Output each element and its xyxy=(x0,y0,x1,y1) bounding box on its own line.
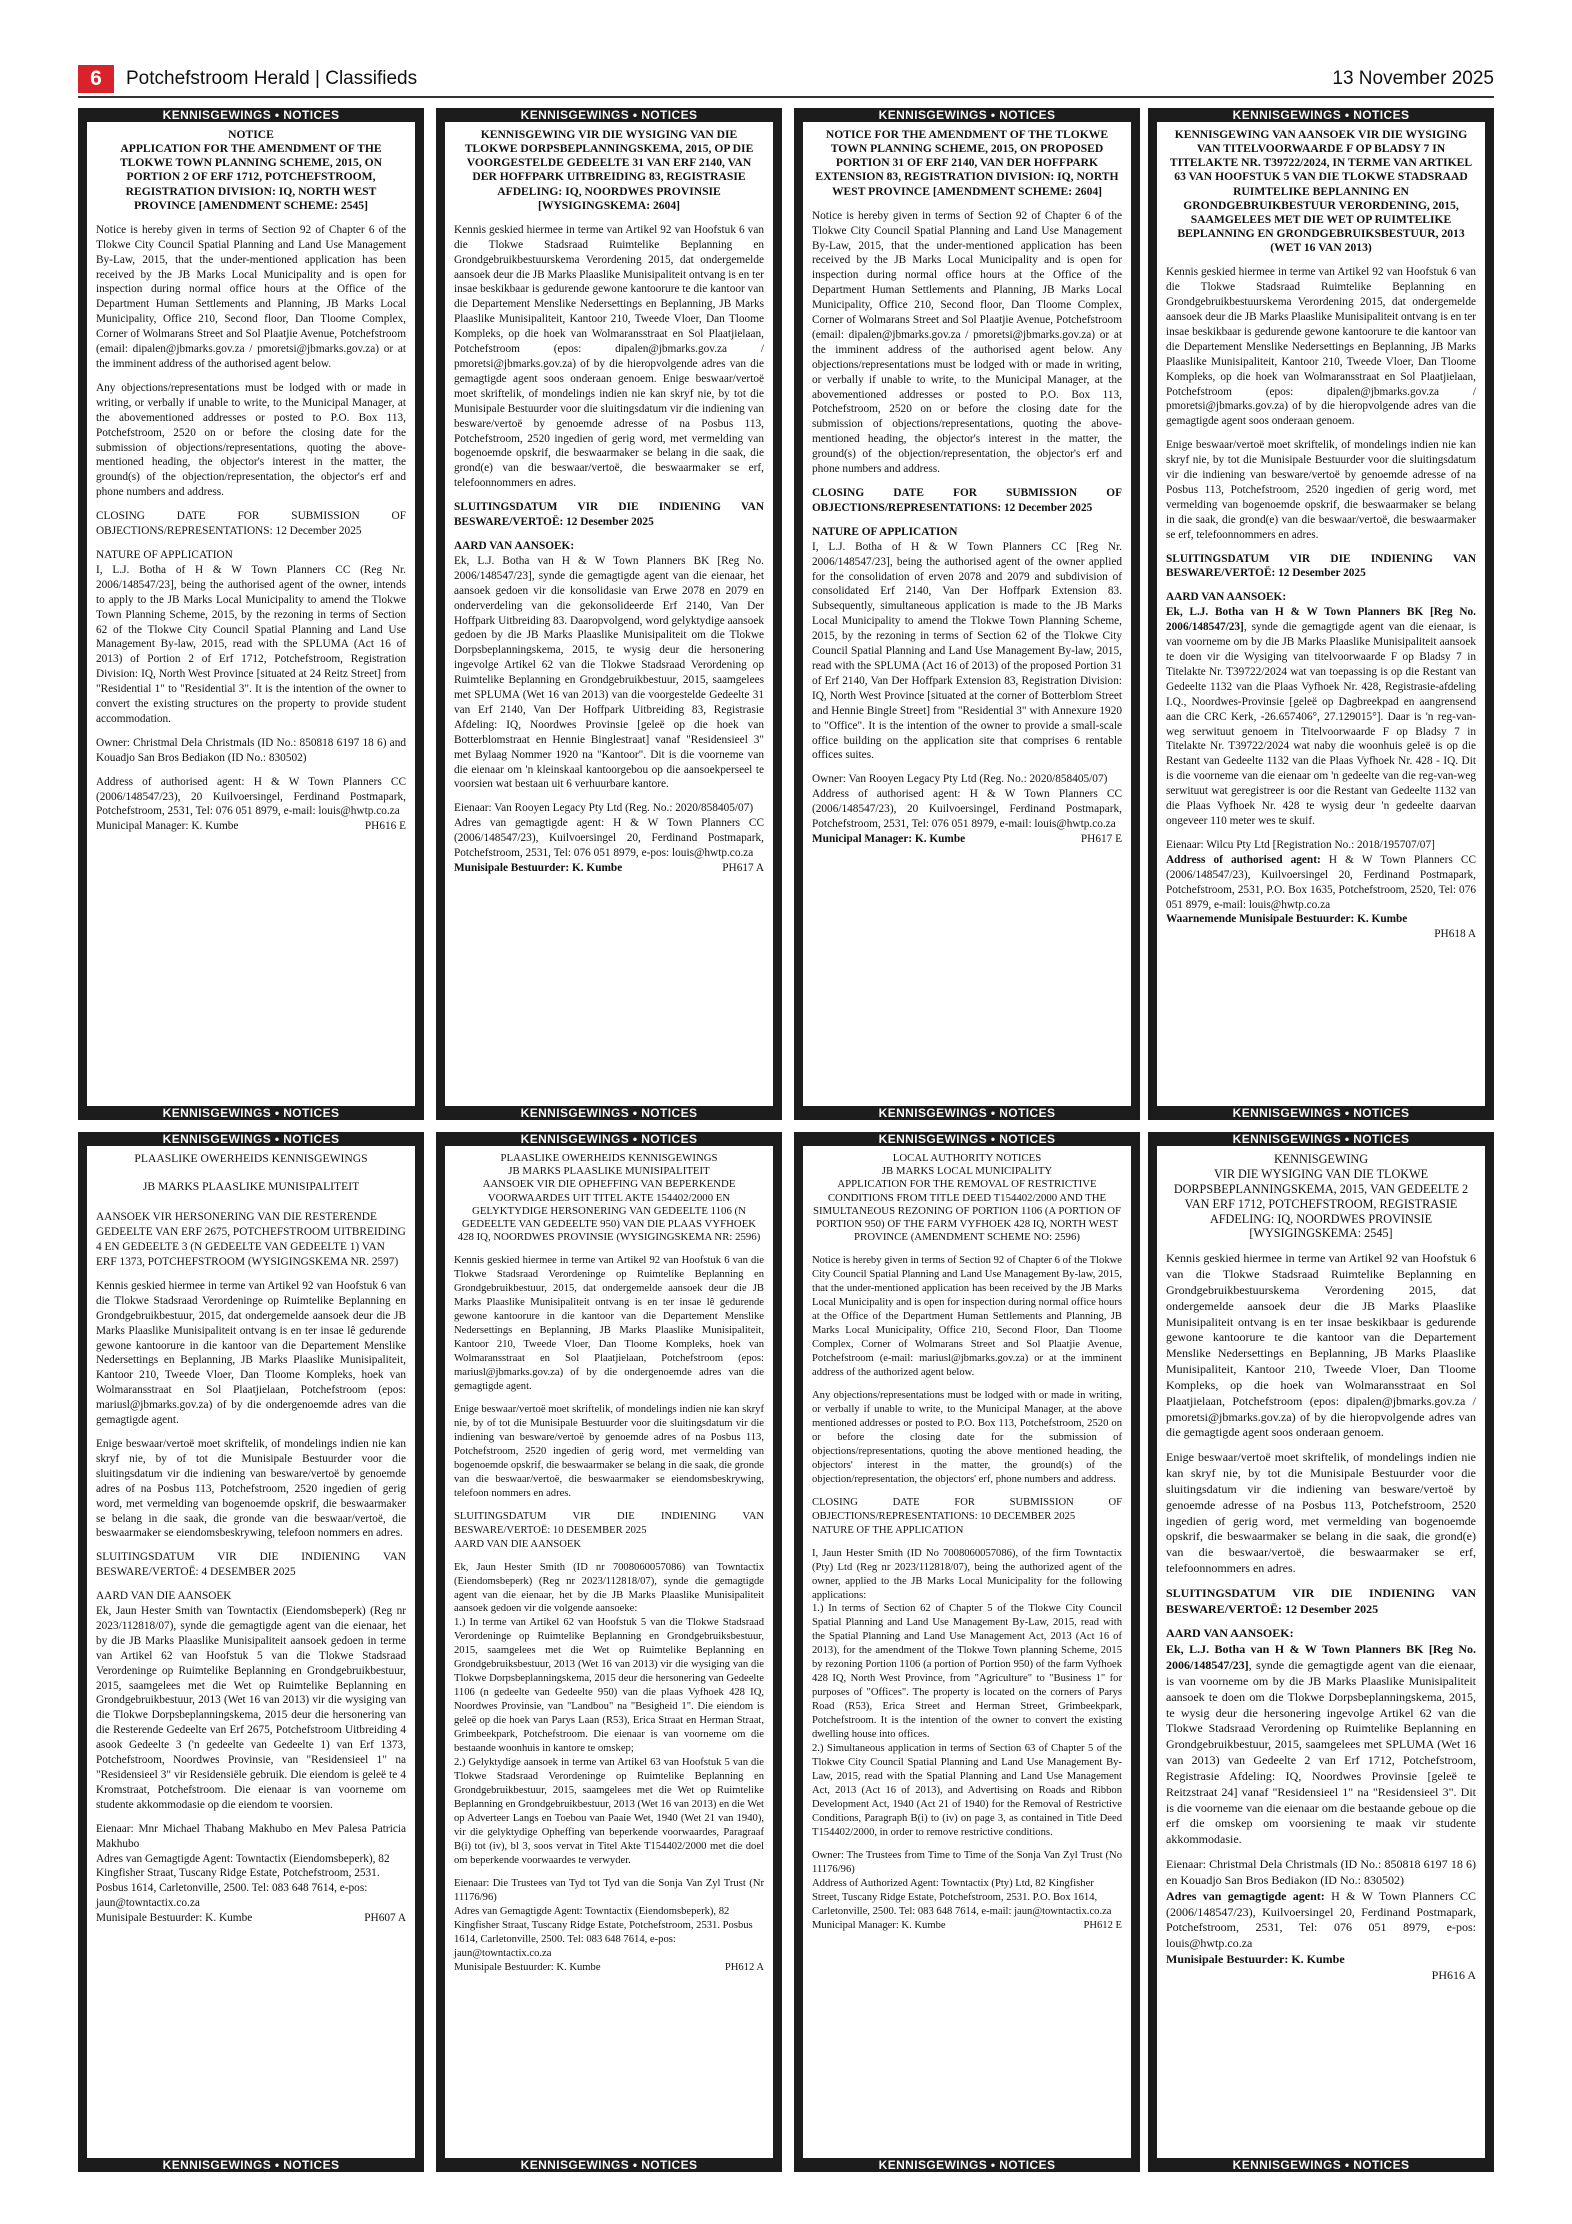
notice-footer xyxy=(96,1911,406,1926)
nature-title: NATURE OF APPLICATION xyxy=(96,548,233,561)
notice-banner: KENNISGEWINGS • NOTICES xyxy=(520,108,698,122)
agent-info xyxy=(1166,853,1476,913)
owner-info: Eienaar: Christmal Dela Christmals (ID No.: 850818 6197 18 6) en Kouadjo San Bros Bediakon (ID No.: 830502) xyxy=(1166,1857,1476,1887)
nature-text: , synde die gemagtigde agent van die eienaar, is van voorneme om by die JB Marks Plaaslike Munisipaliteit aansoek te doen om die Tlokwe Dorpsbeplanningskema, 2015, te wysig deur die hersonering ingevolge Artikel 62 van die Tlokwe Stadsraad Verordening op Ruimtelike Beplanning en Grondgebruikbestuur, 2015, saamgelees met SPLUMA (Wet 16 van 2013) van Gedeelte 2 van Erf 1712, Potchefstroom, Registrasie Afdeling: IQ, Noordwes Provinsie [geleë te Reitzstraat 24] vanaf "Residensieel 1" na "Residensieel 3". Dit is die voorneme van die eienaar om die bestaande geboue op die erf die omskep om voorsiening te maak vir studente akkommodasie. xyxy=(1166,1658,1476,1847)
notice-banner: KENNISGEWINGS • NOTICES xyxy=(1232,1132,1410,1146)
agent-info: Address of authorised agent: H & W Town Planners CC (2006/148547/23), 20 Kuilvoersingel, Ferdinand Postmapark, Potchefstroom, 2531, Tel: 076 051 8979, e-mail: louis@hwtp.co.za xyxy=(812,788,1122,831)
nature-title: NATURE OF THE APPLICATION xyxy=(812,1524,964,1536)
notice-heading: LOCAL AUTHORITY NOTICES JB MARKS LOCAL MUNICIPALITY APPLICATION FOR THE REMOVAL OF RESTRICTIVE CONDITIONS FROM TITLE DEED T154402/2000 AND THE SIMULTANEOUS REZONING OF PORTION 1106 (A PORTION OF PORTION 950) OF THE FARM VYFHOEK 428 IQ, NORTH WEST PROVINCE (AMENDMENT SCHEME NO: 2596) xyxy=(812,1152,1122,1244)
notice-heading: KENNISGEWING VIR DIE WYSIGING VAN DIE TLOKWE DORPSBEPLANNINGSKEMA, 2015, OP DIE VOORGESTELDE GEDEELTE 31 VAN ERF 2140, VAN DER HOFFPARK UITBREIDING 83, REGISTRASIE AFDELING: IQ, NOORDWES PROVINSIE [WYSIGINGSKEMA: 2604] xyxy=(464,128,754,212)
notice-3 xyxy=(794,108,1140,1120)
agent-label: Adres van gemagtigde agent: xyxy=(1166,1888,1325,1903)
page-number: 6 xyxy=(78,65,114,93)
notice-banner: KENNISGEWINGS • NOTICES xyxy=(878,108,1056,122)
owner-info: Eienaar: Wilcu Pty Ltd [Registration No.: 2018/195707/07] xyxy=(1166,838,1435,851)
notice-paragraph: Kennis geskied hiermee in terme van Artikel 92 van Hoofstuk 6 van die Tlokwe Stadsraad Verordeninge op Ruimtelike Beplanning en Grondgebruikbestuur, 2015, dat ondergemelde aansoek deur die JB Marks Plaaslike Munisipaliteit ontvang is en ter insae lê gedurende gewone kantoorure in die kantoor van die Departement Menslike Nedersettings en Beplanning, JB Marks Plaaslike Munisipaliteit, Kantoor 210, Tweede Vloer, Dan Tloome Kompleks, hoek van Wolmaransstraat en Sol Plaatjielaan, Potchefstroom (epos: mariusl@jbmarks.gov.za) of by die ondergenoemde adres van die gemagtigde agent. xyxy=(96,1279,406,1427)
owner-info: Owner: Van Rooyen Legacy Pty Ltd (Reg. No.: 2020/858405/07) xyxy=(812,773,1108,786)
nature-title: AARD VAN DIE AANSOEK xyxy=(96,1590,232,1603)
manager: Waarnemende Munisipale Bestuurder: K. Kumbe xyxy=(1166,913,1408,926)
notice-paragraph: Any objections/representations must be lodged with or made in writing, or verbally if unable to write, to the Municipal Manager, at the abovementioned addresses or posted to P.O. Box 113, Potchefstroom, 2520 on or before the closing date for the submission of objections/representations, quoting the above-mentioned heading, the objector's interest in the matter, the ground(s) of the objection/representation, the objector's erf and phone numbers and address. xyxy=(96,381,406,499)
owner-info: Eienaar: Die Trustees van Tyd tot Tyd van die Sonja Van Zyl Trust (Nr 11176/96) xyxy=(454,1877,764,1903)
nature-title: AARD VAN AANSOEK: xyxy=(1166,1626,1294,1641)
nature-title: AARD VAN AANSOEK: xyxy=(1166,591,1287,604)
notice-banner: KENNISGEWINGS • NOTICES xyxy=(520,1132,698,1146)
notice-footer xyxy=(454,1961,764,1975)
notice-paragraph: Notice is hereby given in terms of Section 92 of Chapter 6 of the Tlokwe City Council Spatial Planning and Land Use Management By-Law, 2015, that the under-mentioned application has been received by the JB Marks Local Municipality and is open for inspection during normal office hours at the Office of the Department Human Settlements and Planning, JB Marks Local Municipality, Office 210, Second floor, Dan Tloome Complex, Corner of Wolmarans Street and Sol Plaatjie Avenue, Potchefstroom (email: dipalen@jbmarks.gov.za / pmoretsi@jbmarks.gov.za) or at the imminent address of the authorised agent below. xyxy=(96,223,406,370)
closing-date: SLUITINGSDATUM VIR DIE INDIENING VAN BESWARE/VERTOË: 12 Desember 2025 xyxy=(454,501,764,529)
issue-date: 13 November 2025 xyxy=(1332,68,1494,89)
reference: PH617 A xyxy=(722,862,764,874)
notice-paragraph: Enige beswaar/vertoë moet skriftelik, of mondelings indien nie kan skryf nie, by tot die Munisipale Bestuurder voor die sluitingsdatum vir die indiening van besware/vertoë by genoemde adresse of na Posbus 113, Potchefstroom, 2520 ingedien of gerig word, met vermelding van bogenoemde opskrif, die beswaarmaker se belang in die saak, die grond(e) van die beswaar/vertoë, die beswaarmaker se erf, telefoonnommers en adres. xyxy=(1166,439,1476,541)
closing-date: SLUITINGSDATUM VIR DIE INDIENING VAN BESWARE/VERTOË: 12 Desember 2025 xyxy=(1166,552,1476,580)
agent-info: Adres van gemagtigde agent: H & W Town Planners CC (2006/148547/23), Kuilvoersingel 20, Ferdinand Postmapark, Potchefstroom, 2531, Tel: 076 051 8979, e-pos: louis@hwtp.co.za xyxy=(454,817,764,860)
notice-paragraph: Enige beswaar/vertoë moet skriftelik, of mondelings indien nie kan skryf nie, by of tot die Munisipale Bestuurder voor die sluitingsdatum vir die indiening van besware/vertoë by genoemde adres of na Posbus 113, Potchefstroom, 2520 ingedien of gerig word, met vermelding van bogenoemde opskrif, die beswaarmaker se belang in die saak, die gronde van die beswaar/vertoë, die beswaarmaker se eiendomsbeskrywing, telefoon nommers en adres. xyxy=(454,1403,764,1499)
manager: Municipal Manager: K. Kumbe xyxy=(812,1919,946,1931)
notice-paragraph: Ek, L.J. Botha van H & W Town Planners BK [Reg No. 2006/148547/23], synde die gemagtigde agent van die eienaar, het aansoek gedoen vir die konsolidasie van Erwe 2078 en 2079 en onderverdeling van die gekonsolideerde Erf 2140, Van Der Hoffpark Uitbreiding 83. Daaropvolgend, word gelyktydige aansoek gedoen by die JB Marks Plaaslike Munisipaliteit om die Tlokwe Dorpsbeplanningskema, 2015, te wysig deur die hersonering ingevolge Artikel 62 van die Tlokwe Stadsraad Verordening op Ruimtelike Beplanning en Grondgebruikbestuur, 2015, saamgelees met SPLUMA (Wet 16 van 2013) van die voorgestelde Gedeelte 31 van Erf 2140, Van Der Hoffpark Uitbreiding 83, Registrasie Afdeling: IQ, Noordwes Provinsie [geleë op die hoek van Botterblomstraat en Hennie Binglestraat] vanaf "Residensieel 3" met Bylaag Nommer 1920 na "Kantoor". Dit is die voorneme van die eienaar om 'n kleinskaal kantoorgebou op die aansoekperseel te voorsien wat bestaan uit 6 verhuurbare kantore. xyxy=(454,554,764,791)
notice-banner: KENNISGEWINGS • NOTICES xyxy=(162,1132,340,1146)
notice-5 xyxy=(78,1132,424,2172)
notice-banner: KENNISGEWINGS • NOTICES xyxy=(162,108,340,122)
notice-paragraph: Kennis geskied hiermee in terme van Artikel 92 van Hoofstuk 6 van die Tlokwe Stadsraad Ruimtelike Beplanning en Grondgebruikbestuurskema Verordening 2015, dat ondergemelde aansoek deur die JB Marks Plaaslike Munisipaliteit ontvang is en ter insae beskikbaar is gedurende gewone kantoorure te die kantoor van die Departement Menslike Nedersettings en Beplanning, JB Marks Plaaslike Munisipaliteit, Kantoor 210, Tweede Vloer, Dan Tloome Kompleks, op die hoek van Wolmaransstraat en Sol Plaatjielaan, Potchefstroom (epos: dipalen@jbmarks.gov.za / pmoretsi@jbmarks.gov.za) of by die hieropvolgende adres van die gemagtigde agent soos onderaan genoem. xyxy=(1166,1251,1476,1440)
notice-footer xyxy=(812,1919,1122,1933)
agent-address: H & W Town Planners CC (2006/148547/23), Kuilvoersingel 20, Ferdinand Postmapark, Potchefstroom, 2531, Tel: 076 051 8979, e-pos: louis@hwtp.co.za xyxy=(1166,1888,1477,1951)
notice-paragraph: Kennis geskied hiermee in terme van Artikel 92 van Hoofstuk 6 van die Tlokwe Stadsraad Ruimtelike Beplanning en Grondgebruikbestuurskema Verordening 2015, dat ondergemelde aansoek deur die JB Marks Plaaslike Munisipaliteit ontvang is en ter insae beskikbaar is gedurende gewone kantoorure te die kantoor van die Departement Menslike Nedersettings en Beplanning, JB Marks Plaaslike Munisipaliteit, Kantoor 210, Tweede Vloer, Dan Tloome Kompleks, op die hoek van Wolmaransstraat en Sol Plaatjielaan, Potchefstroom (epos: dipalen@jbmarks.gov.za / pmoretsi@jbmarks.gov.za) of by die hieropvolgende adres van die gemagtigde agent soos onderaan genoem. Enige beswaar/vertoë moet skriftelik, of mondelings indien nie kan skryf nie, by tot die Munisipale Bestuurder voor die sluitingsdatum vir die indiening van besware/vertoë by genoemde adresse of na Posbus 113, Potchefstroom, 2520 ingedien of gerig word, met vermelding van bogenoemde opskrif, die beswaarmaker se belang in die saak, die grond(e) van die beswaar/vertoë, die beswaarmaker se erf, telefoonnommers en adres. xyxy=(454,223,764,490)
reference: PH616 A xyxy=(1431,1967,1476,1982)
manager: Municipal Manager: K. Kumbe xyxy=(812,832,966,845)
manager: Municipal Manager: K. Kumbe xyxy=(96,820,239,833)
closing-date: CLOSING DATE FOR SUBMISSION OF OBJECTIONS/REPRESENTATIONS: 12 December 2025 xyxy=(96,510,406,538)
agent-name: Ek, L.J. Botha van H & W Town Planners BK [Reg No. 2006/148547/23] xyxy=(1166,1642,1476,1673)
notice-heading: PLAASLIKE OWERHEIDS KENNISGEWINGS xyxy=(134,1152,368,1165)
notice-1 xyxy=(78,108,424,1120)
notice-heading: NOTICE FOR THE AMENDMENT OF THE TLOKWE TOWN PLANNING SCHEME, 2015, ON PROPOSED PORTION 31 OF ERF 2140, VAN DER HOFFPARK EXTENSION 83, REGISTRATION DIVISION: IQ, NORTH WEST PROVINCE [AMENDMENT SCHEME: 2604] xyxy=(815,128,1119,198)
notice-paragraph: Ek, Jaun Hester Smith van Towntactix (Eiendomsbeperk) (Reg nr 2023/112818/07), synde die gemagtigde agent van die eienaar, het by die JB Marks Plaaslike Munisipaliteit aansoek gedoen in terme van Artikel 62 van Hoofstuk 5 van die Tlokwe Stadsraad Verordeninge op Ruimtelike Beplanning en Grondgebruikbestuur, 2015, saamgelees met die Wet op Ruimtelike Beplanning en Grondgebruikbestuur, 2013 (Wet 16 van 2013) vir die wysiging van die Tlokwe Dorpsbeplanningskema, 2015 deur die hersonering van die Resterende Gedeelte van Erf 2675, Potchefstroom Uitbreiding 4 asook Gedeelte 3 ('n gedeelte van Gedeelte 1) van Erf 1373, Potchefstroom, Noordwes Provinsie, van "Residensieel 1" na "Residensieel 3" vir Residensiële gebruik. Die eiendom is geleë te 4 Kromstraat, Potchefstroom. Die eienaar is van voorneme om studente akkommodasie op die eiendom te voorsien. xyxy=(96,1605,406,1811)
manager-line xyxy=(1166,1952,1476,1968)
notice-heading: KENNISGEWING VIR DIE WYSIGING VAN DIE TLOKWE DORPSBEPLANNINGSKEMA, 2015, VAN GEDEELTE 2 VAN ERF 1712, POTCHEFSTROOM, REGISTRASIE AFDELING: IQ, NOORDWES PROVINSIE [WYSIGINGSKEMA: 2545] xyxy=(1173,1152,1469,1241)
reference: PH618 A xyxy=(1434,928,1476,941)
reference: PH612 E xyxy=(1083,1919,1122,1931)
notice-paragraph: Kennis geskied hiermee in terme van Artikel 92 van Hoofstuk 6 van die Tlokwe Stadsraad Verordeninge op Ruimtelike Beplanning en Grondgebruikbestuur, 2015, dat ondergemelde aansoek deur die JB Marks Plaaslike Munisipaliteit ontvang is en ter insae lê gedurende gewone kantoorure in die kantoor van die Departement Menslike Nedersettings en Beplanning, JB Marks Plaaslike Munisipaliteit, Kantoor 210, Tweede Vloer, Dan Tloome Kompleks, hoek van Wolmaransstraat en Sol Plaatjielaan, Potchefstroom (epos: mariusl@jbmarks.gov.za) of by die ondergenoemde adres van die gemagtigde agent. xyxy=(454,1255,764,1392)
notice-heading: PLAASLIKE OWERHEIDS KENNISGEWINGS JB MARKS PLAASLIKE MUNISIPALITEIT AANSOEK VIR DIE OPHEFFING VAN BEPERKENDE VOORWAARDES UIT TITEL AKTE 154402/2000 EN GELYKTYDIGE HERSONERING VAN GEDEELTE 1106 (N GEDEELTE VAN GEDEELTE 950) VAN DIE PLAAS VYFHOEK 428 IQ, NOORDWES PROVINSIE (WYSIGINGSKEMA NR: 2596) xyxy=(457,1152,761,1244)
header-rule xyxy=(78,96,1494,98)
notice-paragraph: Enige beswaar/vertoë moet skriftelik, of mondelings indien nie kan skryf nie, by of tot die Munisipale Bestuurder voor die sluitingsdatum vir die indiening van besware/vertoë by genoemde adres of na Posbus 113, Potchefstroom, 2520 ingedien of gerig word, met vermelding van bogenoemde opskrif, die beswaarmaker se belang in die saak, die gronde van die beswaar/vertoë, die beswaarmaker se eiendomsbeskrywing, telefoon nommers en adres. xyxy=(96,1437,406,1540)
closing-date: SLUITINGSDATUM VIR DIE INDIENING VAN BESWARE/VERTOË: 10 DESEMBER 2025 xyxy=(454,1510,764,1536)
closing-date: CLOSING DATE FOR SUBMISSION OF OBJECTIONS/REPRESENTATIONS: 10 DECEMBER 2025 xyxy=(812,1496,1122,1522)
agent-info: Address of authorised agent: H & W Town Planners CC (2006/148547/23), 20 Kuilvoersingel, Ferdinand Postmapark, Potchefstroom, 2531, Tel: 076 051 8979, e-mail: louis@hwtp.co.za xyxy=(96,775,406,818)
notice-banner: KENNISGEWINGS • NOTICES xyxy=(1232,1106,1410,1120)
notice-paragraph: I, L.J. Botha of H & W Town Planners CC [Reg Nr. 2006/148547/23], being the authorised agent of the owner applied for the consolidation of erven 2078 and 2079 and subdivision of consolidated Erf 2140, Van Der Hoffpark Extension 83. Subsequently, simultaneous application is made to the JB Marks Local Municipality to amend the Tlokwe Town Planning Scheme, 2015, by the rezoning in terms of Section 62 of the Tlokwe City Council Spatial Planning and Land Use Management By-law, 2015, read with the SPLUMA (Act 16 of 2013) of the proposed Portion 31 of Erf 2140, Van Der Hoffpark Extension 83, Registration Division: IQ, North West Province [situated at the corner of Botterblom Street and Hennie Bingle Street] from "Residential 3" with Annexure 1920 to "Office". It is the intention of the owner to provide a small-scale office building on the application site that comprises 6 rentable offices suites. xyxy=(812,540,1122,762)
owner-info: Eienaar: Van Rooyen Legacy Pty Ltd (Reg. No.: 2020/858405/07) xyxy=(454,802,754,815)
notice-paragraph: I, L.J. Botha of H & W Town Planners CC (Reg Nr. 2006/148547/23], being the authorised agent of the owner, intends to apply to the JB Marks Local Municipality to amend the Tlokwe Town Planning Scheme, 2015, by the rezoning in terms of Section 62 of the Tlokwe City Council Spatial Planning and Land Use Management By-law, 2015, read with the SPLUMA (Act 16 of 2013) of Portion 2 of Erf 1712, Potchefstroom, Registration Division: IQ, North West Province [situated at 24 Reitz Street] from "Residential 1" to "Residential 3". It is the intention of the owner to convert the existing structures on the property to provide student accommodation. xyxy=(96,563,406,725)
application-heading: AANSOEK VIR HERSONERING VAN DIE RESTERENDE GEDEELTE VAN ERF 2675, POTCHEFSTROOM UITBREIDING 4 EN GEDEELTE 3 (N GEDEELTE VAN GEDEELTE 1) VAN ERF 1373, POTCHEFSTROOM (WYSIGINGSKEMA NR. 2597) xyxy=(96,1211,406,1268)
notice-heading: NOTICE APPLICATION FOR THE AMENDMENT OF THE TLOKWE TOWN PLANNING SCHEME, 2015, ON PORTION 2 OF ERF 1712, POTCHEFSTROOM, REGISTRATION DIVISION: IQ, NORTH WEST PROVINCE [AMENDMENT SCHEME: 2545] xyxy=(119,128,383,212)
manager: Munisipale Bestuurder: K. Kumbe xyxy=(96,1912,253,1925)
nature-title: AARD VAN DIE AANSOEK xyxy=(454,1538,582,1550)
manager: Munisipale Bestuurder: K. Kumbe xyxy=(454,862,623,874)
notice-banner: KENNISGEWINGS • NOTICES xyxy=(878,1132,1056,1146)
nature-text: , synde die gemagtigde agent van die eienaar, is van voorneme om by die JB Marks Plaaslike Munisipaliteit aansoek te doen vir die Wysiging van titelvoorwaarde F op Bladsy 7 in Titelakte Nr. T39722/2024 wat van toepassing is op die Restant van Gedeelte 1132 van die Plaas Vyfhoek Nr. 428, Registrasie-afdeling I.Q., Noordwes-Provinsie [geleë op Dagbreekpad en aangrensend aan die CRC Kerk, -26.657406°, 27.129015°]. Daar is 'n reg-van-weg serwituut genoem in Titelvoorwaarde F op Bladsy 7 in Titelakte Nr. T39722/2024 wat naby die woonhuis geleë is op die Restant van Gedeelte 1132 van die Plaas Vyfhoek Nr. 428 - IQ. Dit is die voorneme van die eienaar om 'n gedeelte van die reg-van-weg serwituut wat geregistreer is oor die Restant van Gedeelte 1132 van die Plaas Vyfhoek Nr. 428 te wysig deur 'n gedeelte daarvan ongeveer 110 meter wes te skuif. xyxy=(1166,621,1476,827)
notice-7 xyxy=(794,1132,1140,2172)
manager-line xyxy=(1166,912,1476,927)
notice-banner: KENNISGEWINGS • NOTICES xyxy=(520,2158,698,2172)
notice-footer xyxy=(96,819,406,834)
municipality-heading: JB MARKS PLAASLIKE MUNISIPALITEIT xyxy=(142,1180,360,1194)
manager: Munisipale Bestuurder: K. Kumbe xyxy=(454,1961,601,1973)
notice-paragraph: Enige beswaar/vertoë moet skriftelik, of mondelings indien nie kan skryf nie, by tot die Munisipale Bestuurder voor die sluitingsdatum vir die indiening van besware/vertoë by genoemde adresse of na Posbus 113, Potchefstroom, 2520 ingedien of gerig word, met vermelding van bogenoemde opskrif, die beswaarmaker se belang in die saak, die grond(e) van die beswaar/vertoë, die beswaarmaker se erf, telefoonnommers en adres. xyxy=(1166,1450,1476,1575)
owner-info: Owner: Christmal Dela Christmals (ID No.: 850818 6197 18 6) and Kouadjo San Bros Bediakon (ID No.: 830502) xyxy=(96,736,406,764)
reference: PH612 A xyxy=(724,1961,764,1973)
notice-2 xyxy=(436,108,782,1120)
reference: PH617 E xyxy=(1080,832,1122,845)
publication-title: Potchefstroom Herald | Classifieds xyxy=(126,68,418,89)
closing-date: SLUITINGSDATUM VIR DIE INDIENING VAN BESWARE/VERTOË: 12 Desember 2025 xyxy=(1166,1585,1476,1616)
nature-title: AARD VAN AANSOEK: xyxy=(454,539,575,552)
notice-banner: KENNISGEWINGS • NOTICES xyxy=(1232,108,1410,122)
notice-4 xyxy=(1148,108,1494,1120)
agent-address: H & W Town Planners CC (2006/148547/23), Kuilvoersingel 20, Ferdinand Postmapark, Potchefstroom, 2531, P.O. Box 1635, Potchefstroom, 2520, Tel: 076 051 8979, e-mail: louis@hwtp.co.za xyxy=(1166,853,1477,911)
notice-paragraph: Any objections/representations must be lodged with or made in writing, or verbally if unable to write, to the Municipal Manager, at the above mentioned addresses or posted to P.O. Box 113, Potchefstroom, 2520 on or before the closing date for the submission of objections/representations, quoting the above mentioned heading, the objectors' interest in the matter, the ground(s) of the objection/representation, the objectors' erf, phone numbers and address. xyxy=(812,1389,1122,1485)
notice-footer xyxy=(454,861,764,876)
notice-banner: KENNISGEWINGS • NOTICES xyxy=(878,1106,1056,1120)
agent-info xyxy=(1166,1889,1476,1952)
closing-date: SLUITINGSDATUM VIR DIE INDIENING VAN BESWARE/VERTOË: 4 DESEMBER 2025 xyxy=(96,1551,406,1579)
closing-date: CLOSING DATE FOR SUBMISSION OF OBJECTIONS/REPRESENTATIONS: 12 December 2025 xyxy=(812,487,1122,514)
owner-info: Owner: The Trustees from Time to Time of the Sonja Van Zyl Trust (No 11176/96) xyxy=(812,1849,1122,1875)
notice-banner: KENNISGEWINGS • NOTICES xyxy=(1232,2158,1410,2172)
owner-info: Eienaar: Mnr Michael Thabang Makhubo en Mev Palesa Patricia Makhubo xyxy=(96,1822,406,1850)
notice-banner: KENNISGEWINGS • NOTICES xyxy=(162,1106,340,1120)
notice-heading: KENNISGEWING VAN AANSOEK VIR DIE WYSIGING VAN TITELVOORWAARDE F OP BLADSY 7 IN TITELAKTE NR. T39722/2024, IN TERME VAN ARTIKEL 63 VAN HOOFSTUK 5 VAN DIE TLOKWE STADSRAAD RUIMTELIKE BEPLANNING EN GRONDGEBRUIKBESTUUR VERORDENING, 2015, SAAMGELEES MET DIE WET OP RUIMTELIKE BEPLANNING EN GRONDGEBRUIKSBESTUUR, 2013 (WET 16 VAN 2013) xyxy=(1169,128,1473,255)
notice-paragraph: Kennis geskied hiermee in terme van Artikel 92 van Hoofstuk 6 van die Tlokwe Stadsraad Ruimtelike Beplanning en Grondgebruikbestuurskema Verordening 2015, dat ondergemelde aansoek deur die JB Marks Plaaslike Munisipaliteit ontvang is en ter insae beskikbaar is gedurende gewone kantoorure te die kantoor van die Departement Menslike Nedersettings en Beplanning, JB Marks Plaaslike Munisipaliteit, Kantoor 210, Tweede Vloer, Dan Tloome Kompleks, op die hoek van Wolmaransstraat en Sol Plaatjielaan, Potchefstroom (epos: dipalen@jbmarks.gov.za / pmoretsi@jbmarks.gov.za) of by die hieropvolgende adres van die gemagtigde agent soos onderaan genoem. xyxy=(1166,266,1476,428)
notice-paragraph: Notice is hereby given in terms of Section 92 of Chapter 6 of the Tlokwe City Council Spatial Planning and Land Use Management By-Law, 2015, that the under-mentioned application has been received by the JB Marks Local Municipality and is open for inspection during normal office hours at the Office of the Department Human Settlements and Planning, JB Marks Local Municipality, Office 210, Second floor, Dan Tloome Complex, Corner of Wolmarans Street and Sol Plaatjie Avenue, Potchefstroom (email: dipalen@jbmarks.gov.za / pmoretsi@jbmarks.gov.za) or at the imminent address of the authorised agent below. Any objections/representations must be lodged with or made in writing, or verbally if unable to write, to the Municipal Manager, at the abovementioned addresses or posted to P.O. Box 113, Potchefstroom, 2520 on or before the closing date for the submission of objections/representations, quoting the above-mentioned heading, the objector's interest in the matter, the ground(s) of the objection/representation, the objector's erf and phone numbers and address. xyxy=(812,209,1122,476)
page-header xyxy=(78,64,1494,94)
notice-paragraph: Ek, Jaun Hester Smith (ID nr 7008060057086) van Towntactix (Eiendomsbeperk) (Reg nr 2023/112818/07), synde die gemagtigde agent van die eienaar, het by die JB Marks Plaaslike Munisipaliteit aansoek gedoen vir die volgende aansoeke: 1.) In terme van Artikel 62 van Hoofstuk 5 van die Tlokwe Stadsraad Verordeninge op Ruimtelike Beplanning en Grondgebruiksbestuur, 2015, saamgelees met die Wet op Ruimtelike Beplanning en Grondgebruiksbestuur, 2013 (Wet 16 van 2013) vir die wysiging van die Tlokwe Dorpsbeplanningskema, 2015 deur die hersonering van Gedeelte 1106 (n gedeelte van Gedeelte 950) van die plaas Vyfhoek 428 IQ, Noordwes Provinsie, van "Landbou" na "Besigheid 1". Die eiendom is geleë op die hoek van Parys Laan (R53), Erica Straat en Herman Straat, Grimbeekpark, Potchefstroom. Die eienaar is van voorneme om die bestaande woonhuis in kantore te omskep; 2.) Gelyktydige aansoek in terme van Artikel 63 van Hoofstuk 5 van die Tlokwe Stadsraad Verordeninge op Ruimtelike Beplanning en Grondgebruikbestuur, 2015, saamgelees met die Wet op Ruimtelike Beplanning en Grondgebruikbestuur, 2013 (Wet 16 van 2013) en die Wet op Adverteer Langs en Toebou van Paaie Wet, 1940 (Wet 21 van 1940), vir die gelyktydige Opheffing van beperkende voorwaardes, Paragraaf B(i) tot (iv), bl 3, soos vervat in Titel Akte T154402/2000 met die doel om beperkende voorwaardes te verwyder. xyxy=(454,1561,764,1866)
agent-label: Address of authorised agent: xyxy=(1166,853,1321,866)
agent-name: Ek, L.J. Botha van H & W Town Planners BK [Reg No. 2006/148547/23] xyxy=(1166,606,1476,634)
agent-info: Address of Authorized Agent: Towntactix (Pty) Ltd, 82 Kingfisher Street, Tuscany Ridge Estate, Potchefstroom, 2531. P.O. Box 1614, Carletonville, 2500. Tel: 083 648 7614, e-mail: jaun@towntactix.co.za xyxy=(812,1877,1112,1917)
notice-paragraph: I, Jaun Hester Smith (ID No 7008060057086), of the firm Towntactix (Pty) Ltd (Reg nr 2023/112818/07), being the authorized agent of the owner, applied to the JB Marks Local Municipality for the following applications: 1.) In terms of Section 62 of Chapter 5 of the Tlokwe City Council Spatial Planning and Land Use Management By-Law, 2015, read with the Spatial Planning and Land Use Management Act, 2013 (Act 16 of 2013), for the amendment of the Tlokwe Town planning Scheme, 2015 by rezoning Portion 1106 (a portion of Portion 950) of the farm Vyfhoek 428 IQ, North West Province, from "Agriculture" to "Business 1" for purposes of "Offices". The property is located on the corners of Parys Road (R53), Erica Street and Herman Street, Grimbeekpark, Potchefstroom. It is the intention of the owner to convert the existing dwelling house into offices. 2.) Simultaneous application in terms of Section 63 of Chapter 5 of the Tlokwe City Council Spatial Planning and Land Use Management By-Law, 2015, read with the Spatial Planning and Land Use Management Act, 2013 (Act 16 of 2013), and Advertising on Roads and Ribbon Development Act, 1940 (Act 21 of 1940) for the Removal of Restrictive Conditions, Paragraph B(i) to (iv) on page 3, as contained in Title Deed T154402/2000, in order to remove restrictive conditions. xyxy=(812,1547,1122,1838)
notice-footer xyxy=(812,832,1122,847)
reference: PH607 A xyxy=(364,1912,406,1925)
notice-paragraph: Notice is hereby given in terms of Section 92 of Chapter 6 of the Tlokwe City Council Spatial Planning and Land Use Management By-law, 2015, that the under-mentioned application has been received by the JB Marks Local Municipality and is open for inspection during normal office hours at the Office of the Department Human Settlements and Planning, JB Marks Local Municipality, Office 210, Second Floor, Dan Tloome Complex, Corner of Wolmarans Street and Sol Plaatjie Avenue, Potchefstroom (e-mail: mariusl@jbmarks.gov.za) or at the imminent address of the authorized agent below. xyxy=(812,1255,1122,1378)
notice-6 xyxy=(436,1132,782,2172)
notice-banner: KENNISGEWINGS • NOTICES xyxy=(878,2158,1056,2172)
notice-banner: KENNISGEWINGS • NOTICES xyxy=(162,2158,340,2172)
notice-8 xyxy=(1148,1132,1494,2172)
agent-info: Adres van Gemagtigde Agent: Towntactix (Eiendomsbeperk), 82 Kingfisher Straat, Tuscany Ridge Estate, Potchefstroom, 2531. Posbus 1614, Carletonville, 2500. Tel: 083 648 7614, e-pos: jaun@towntactix.co.za xyxy=(454,1905,753,1959)
nature-title: NATURE OF APPLICATION xyxy=(812,525,958,538)
agent-info: Adres van Gemagtigde Agent: Towntactix (Eiendomsbeperk), 82 Kingfisher Straat, Tuscany Ridge Estate, Potchefstroom, 2531. Posbus 1614, Carletonville, 2500. Tel: 083 648 7614, e-pos: jaun@towntactix.co.za xyxy=(96,1852,390,1910)
manager: Munisipale Bestuurder: K. Kumbe xyxy=(1166,1952,1345,1967)
notice-paragraph xyxy=(1166,605,1476,829)
notice-paragraph xyxy=(1166,1642,1476,1848)
reference: PH616 E xyxy=(364,820,406,833)
notice-banner: KENNISGEWINGS • NOTICES xyxy=(520,1106,698,1120)
